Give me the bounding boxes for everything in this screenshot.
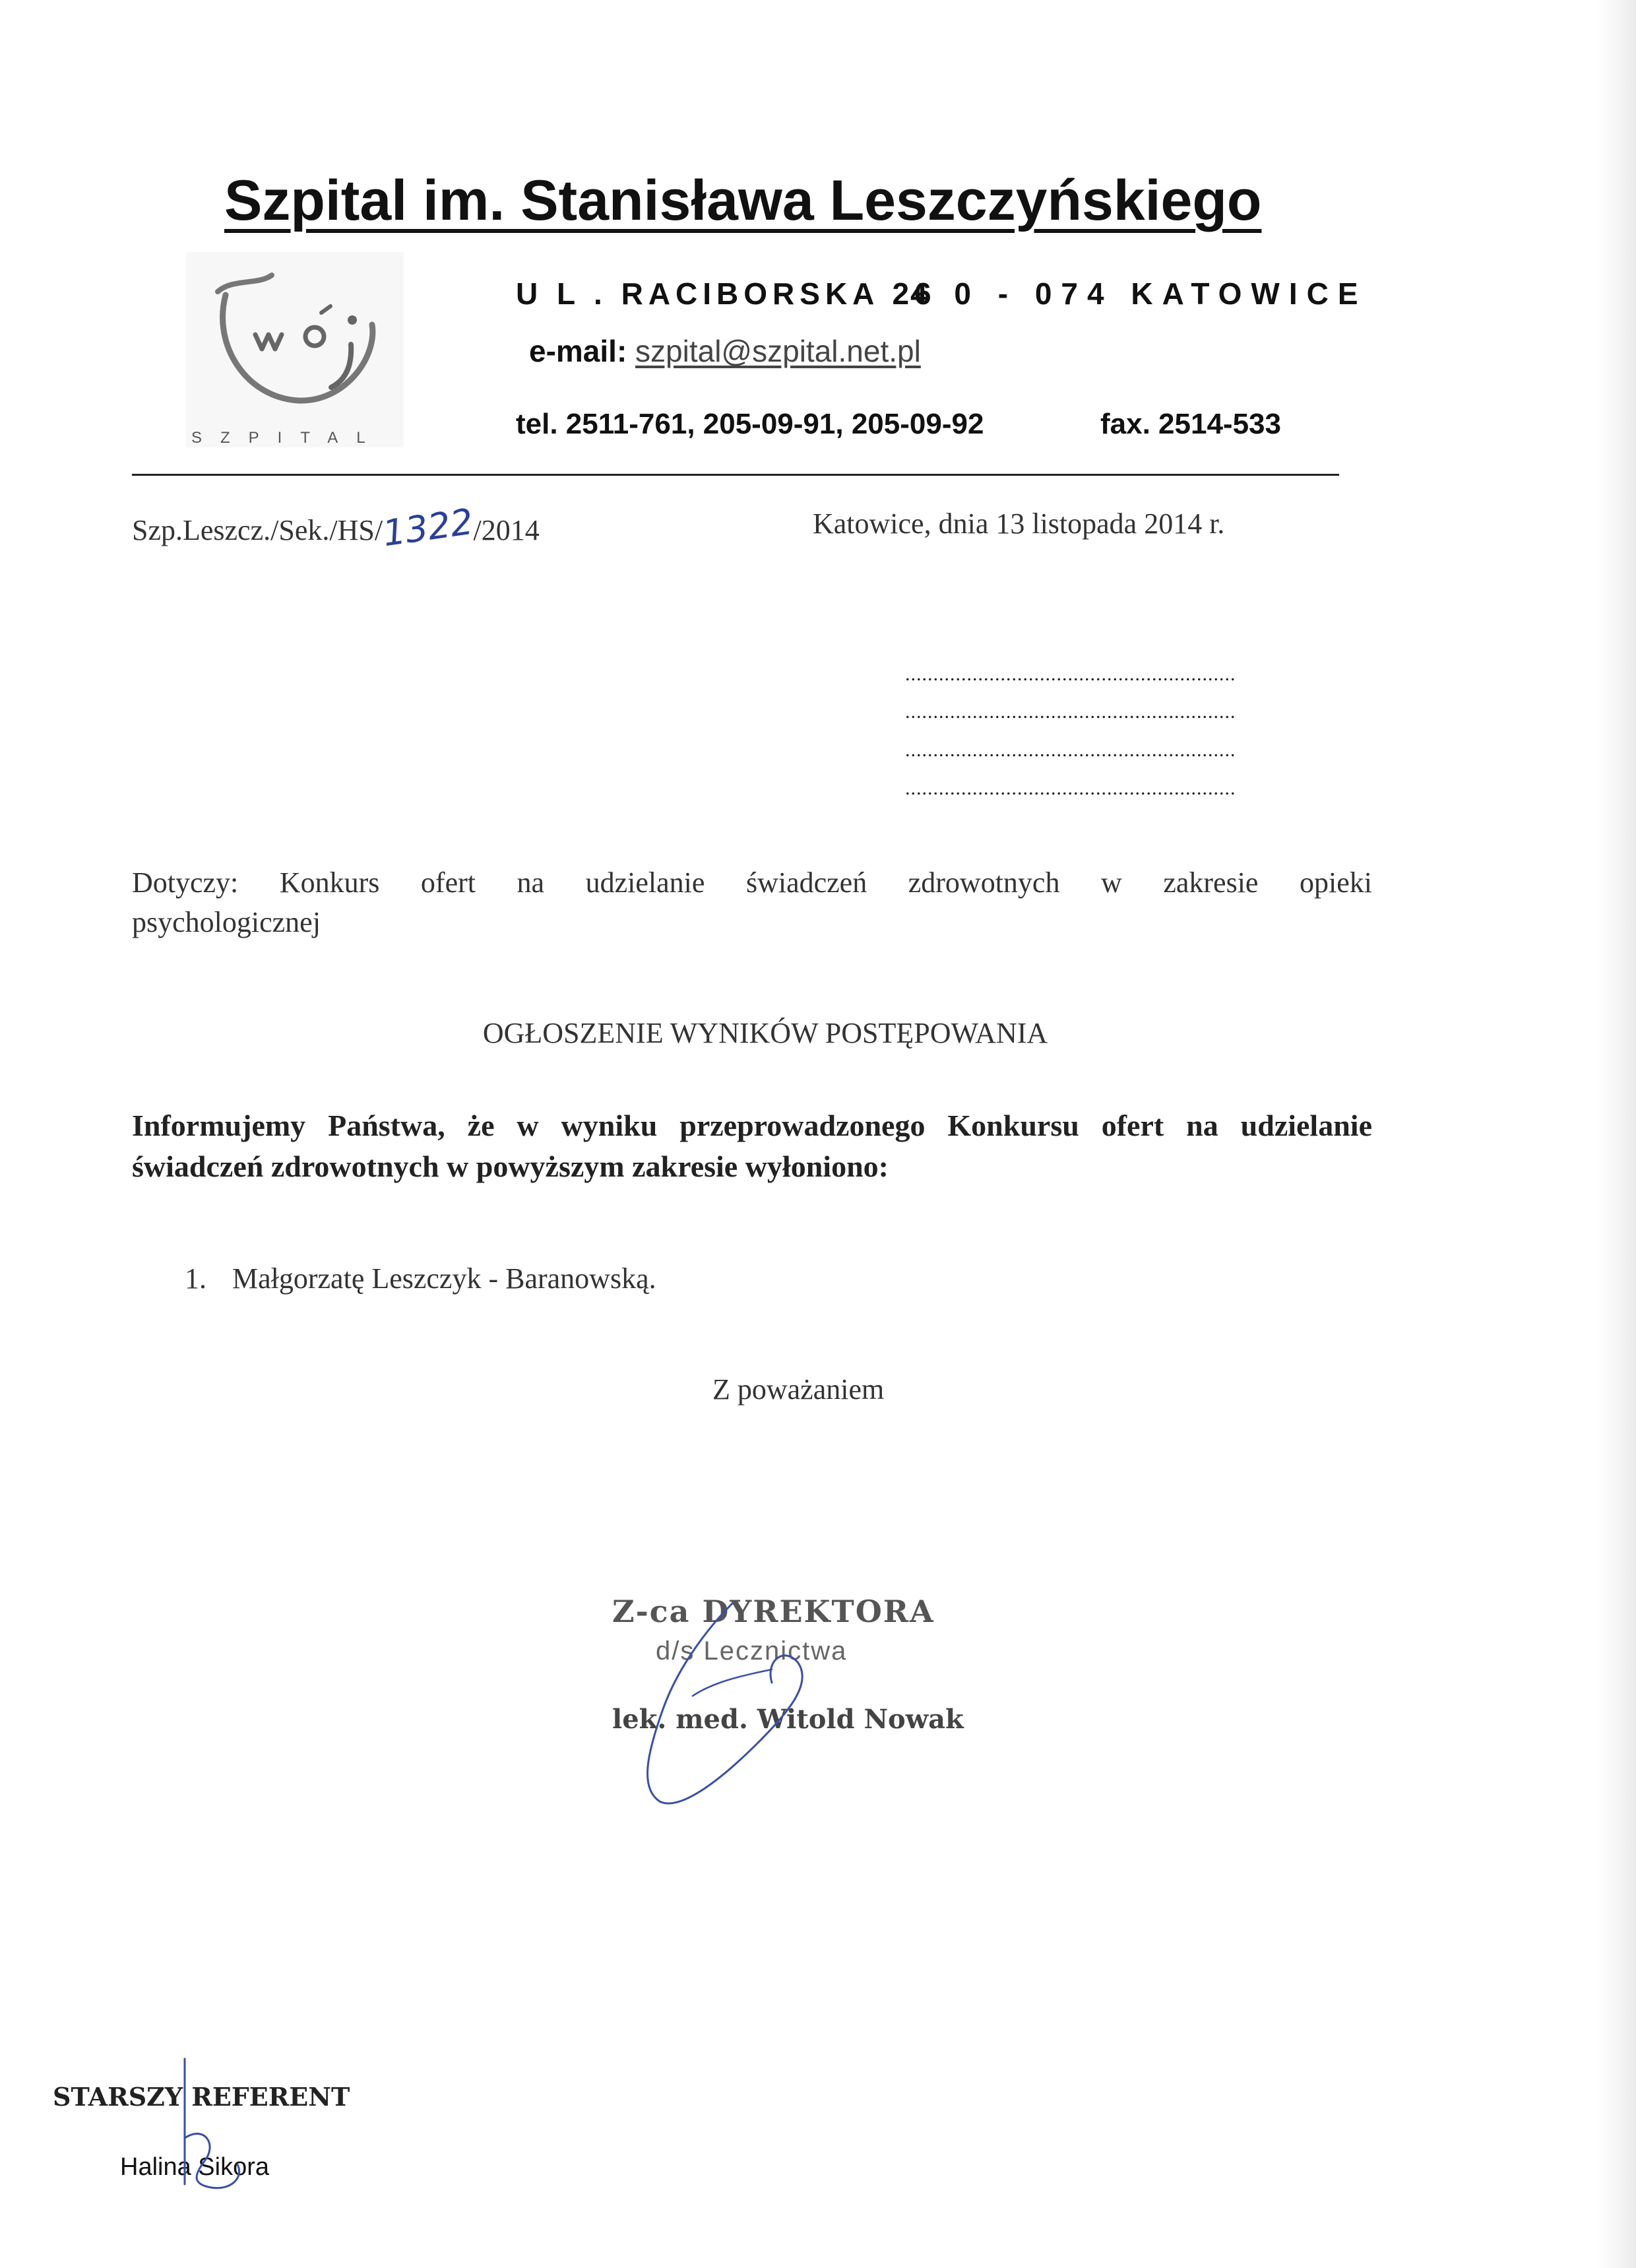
body-line-2: świadczeń zdrowotnych w powyższym zakresie wyłoniono: <box>132 1150 889 1183</box>
phone-numbers: tel. 2511-761, 205-09-91, 205-09-92 <box>516 408 984 440</box>
recipient-line: ........................................................... <box>905 739 1236 761</box>
smiley-logo-icon <box>186 252 404 447</box>
announcement-body <box>132 1105 1372 1187</box>
subject-line-1: Dotyczy: Konkurs ofert na udzielanie świadczeń zdrowotnych w zakresie opieki <box>132 866 1372 899</box>
hospital-logo <box>186 252 404 447</box>
place-date: Katowice, dnia 13 listopada 2014 r. <box>813 507 1225 540</box>
referent-signature-icon <box>165 2052 284 2224</box>
reference-number <box>132 500 540 555</box>
fax-number: fax. 2514-533 <box>1100 408 1281 440</box>
hospital-name: Szpital im. Stanisława Leszczyńskiego <box>224 169 1262 232</box>
referent-stamp: STARSZY REFERENT <box>53 2082 350 2112</box>
reference-suffix: /2014 <box>473 514 540 546</box>
handwritten-signature-icon <box>633 1584 950 1834</box>
reference-prefix: Szp.Leszcz./Sek./HS/ <box>132 514 383 546</box>
recipient-line: ........................................................... <box>905 663 1236 685</box>
stamp-name: lek. med. Witold Nowak <box>612 1704 964 1735</box>
email-row <box>529 333 921 369</box>
subject-line-2: psychologicznej <box>132 906 321 938</box>
referent-name: Halina Sikora <box>120 2153 269 2181</box>
email-label: e-mail: <box>529 334 627 368</box>
page-edge-shadow <box>1596 0 1636 2268</box>
winner-list-item <box>185 1262 656 1295</box>
announcement-heading: OGŁOSZENIE WYNIKÓW POSTĘPOWANIA <box>482 1017 1048 1049</box>
postal-city: 4 0 - 074 KATOWICE <box>910 276 1368 311</box>
header-divider <box>132 474 1339 476</box>
logo-wordmark: SZPITAL <box>191 429 384 447</box>
handwritten-number: 1322 <box>380 500 476 555</box>
winner-index: 1. <box>185 1262 206 1295</box>
email-link[interactable]: szpital@szpital.net.pl <box>635 334 921 368</box>
recipient-line: ........................................................... <box>905 701 1236 723</box>
stamp-department: d/s Lecznictwa <box>656 1636 848 1666</box>
body-line-1: Informujemy Państwa, że w wyniku przeprowadzonego Konkursu ofert na udzielanie <box>132 1109 1372 1142</box>
stamp-title: Z-ca DYREKTORA <box>612 1594 935 1629</box>
subject <box>132 863 1372 942</box>
closing-salutation: Z poważaniem <box>712 1373 885 1406</box>
winner-name: Małgorzatę Leszczyk - Baranowską. <box>232 1262 656 1295</box>
recipient-line: ........................................................... <box>905 777 1236 799</box>
street-address: U L . RACIBORSKA 26 <box>516 276 937 311</box>
